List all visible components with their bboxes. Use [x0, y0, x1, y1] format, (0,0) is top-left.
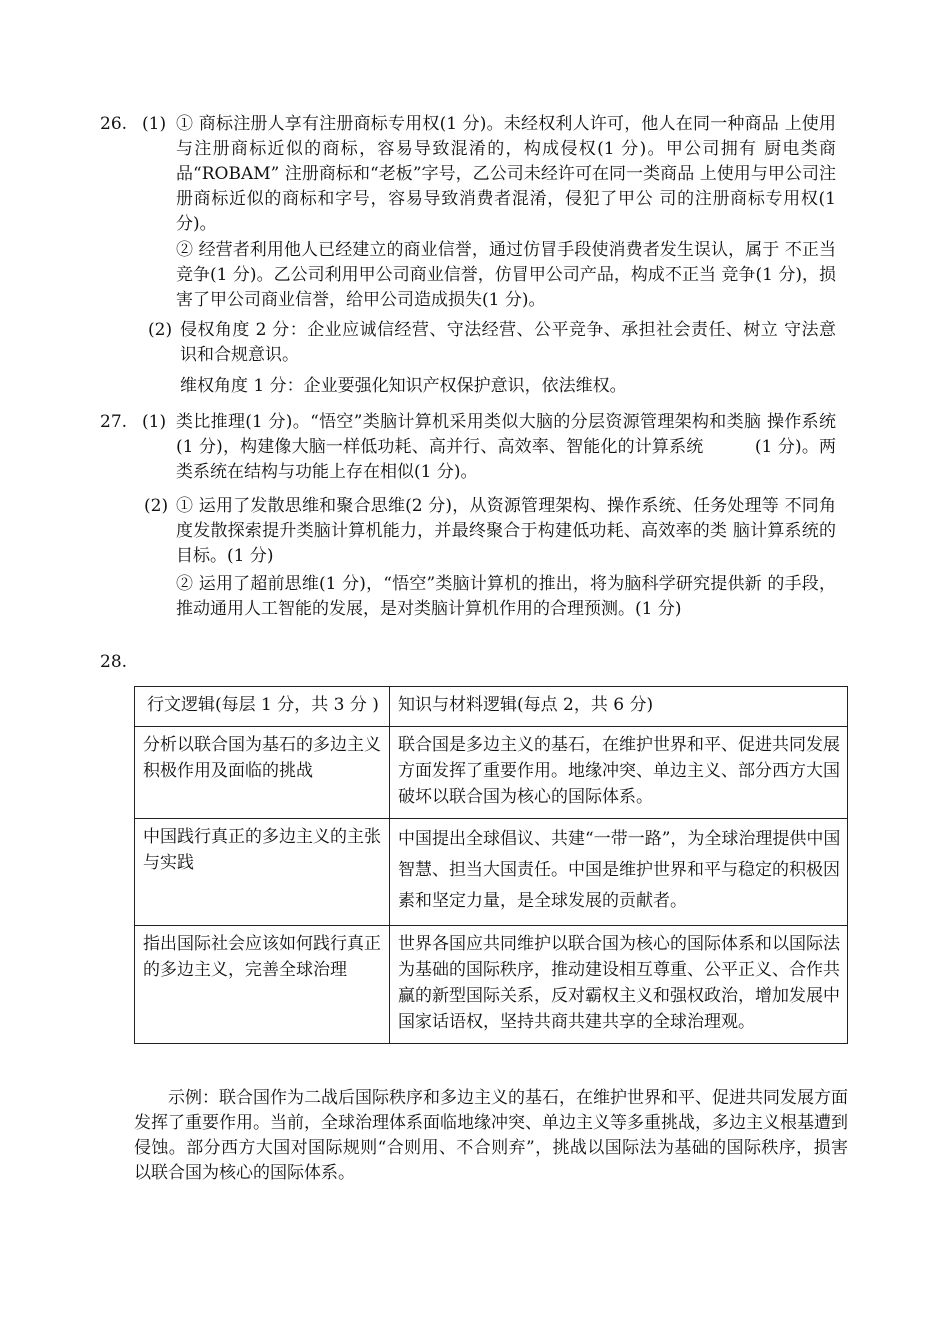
q27-part2-point2: ② 运用了超前思维(1 分)，“悟空”类脑计算机的推出，将为脑科学研究提供新 的手段，推动通用人工智能的发展，是对类脑计算机作用的合理预测。(1 分) — [176, 574, 836, 619]
table-cell-logic: 中国践行真正的多边主义的主张与实践 — [135, 819, 390, 926]
q26-number: 26. — [100, 114, 128, 134]
table-cell-content: 世界各国应共同维护以联合国为核心的国际体系和以国际法为基础的国际秩序，推动建设相互尊重、公平正义、合作共赢的新型国际关系，反对霸权主义和强权政治，增加发展中国家话语权，坚持共商共建共享的全球治理观。 — [390, 926, 848, 1044]
q26-part1-label: (1) — [142, 114, 167, 134]
q26-part1-point2: ② 经营者利用他人已经建立的商业信誉，通过仿冒手段使消费者发生误认，属于 不正当竞争(1 分)。乙公司利用甲公司商业信誉，仿冒甲公司产品，构成不正当 竞争(1 分)，损害了甲公司商业信誉，给甲公司造成损失(1 分)。 — [176, 240, 836, 310]
q27-part2-label: (2) — [144, 496, 169, 516]
table-cell-logic: 指出国际社会应该如何践行真正的多边主义，完善全球治理 — [135, 926, 390, 1044]
table-row — [135, 926, 848, 1044]
table-row — [135, 727, 848, 819]
q27-part1-text: 类比推理(1 分)。“悟空”类脑计算机采用类似大脑的分层资源管理架构和类脑 操作系统(1 分)，构建像大脑一样低功耗、高并行、高效率、智能化的计算系统 (1 分)。两类系统在结构与功能上存在相似(1 分)。 — [176, 412, 836, 482]
q28-number: 28. — [100, 652, 128, 672]
table-row — [135, 819, 848, 926]
table-header-cell: 行文逻辑(每层 1 分，共 3 分 ) — [135, 687, 390, 727]
table-cell-logic: 分析以联合国为基石的多边主义积极作用及面临的挑战 — [135, 727, 390, 819]
table-cell-content: 中国提出全球倡议、共建“一带一路”，为全球治理提供中国智慧、担当大国责任。中国是维护世界和平与稳定的积极因素和坚定力量，是全球发展的贡献者。 — [390, 819, 848, 926]
q27-part2-point1: ① 运用了发散思维和聚合思维(2 分)，从资源管理架构、操作系统、任务处理等 不同角度发散探索提升类脑计算机能力，并最终聚合于构建低功耗、高效率的类 脑计算系统的目标。(1 分) — [176, 496, 836, 566]
q27-number: 27. — [100, 412, 128, 432]
q28-example-essay: 示例：联合国作为二战后国际秩序和多边主义的基石，在维护世界和平、促进共同发展方面发挥了重要作用。当前，全球治理体系面临地缘冲突、单边主义等多重挑战，多边主义根基遭到侵蚀。部分西方大国对国际规则“合则用、不合则弃”，挑战以国际法为基础的国际秩序，损害以联合国为核心的国际体系。 — [134, 1088, 848, 1183]
q26-part2-label: (2) — [148, 320, 173, 340]
table-cell-content: 联合国是多边主义的基石，在维护世界和平、促进共同发展方面发挥了重要作用。地缘冲突、单边主义、部分西方大国破坏以联合国为核心的国际体系。 — [390, 727, 848, 819]
q26-part1-point1: ① 商标注册人享有注册商标专用权(1 分)。未经权利人许可，他人在同一种商品 上使用与注册商标近似的商标，容易导致混淆的，构成侵权(1 分)。甲公司拥有 厨电类商品“ROBAM” 注册商标和“老板”字号，乙公司未经许可在同一类商品 上使用与甲公司注册商标近似的商标和字号，容易导致消费者混淆，侵犯了甲公 司的注册商标专用权(1 分)。 — [176, 114, 836, 234]
q26-part2-rights: 维权角度 1 分：企业要强化知识产权保护意识，依法维权。 — [180, 376, 627, 396]
q28-answer-table — [134, 686, 848, 1044]
q26-part2-infringement: 侵权角度 2 分：企业应诚信经营、守法经营、公平竞争、承担社会责任、树立 守法意识和合规意识。 — [180, 320, 836, 365]
table-header-row — [135, 687, 848, 727]
q27-part1-label: (1) — [142, 412, 167, 432]
table-header-cell: 知识与材料逻辑(每点 2，共 6 分) — [390, 687, 848, 727]
